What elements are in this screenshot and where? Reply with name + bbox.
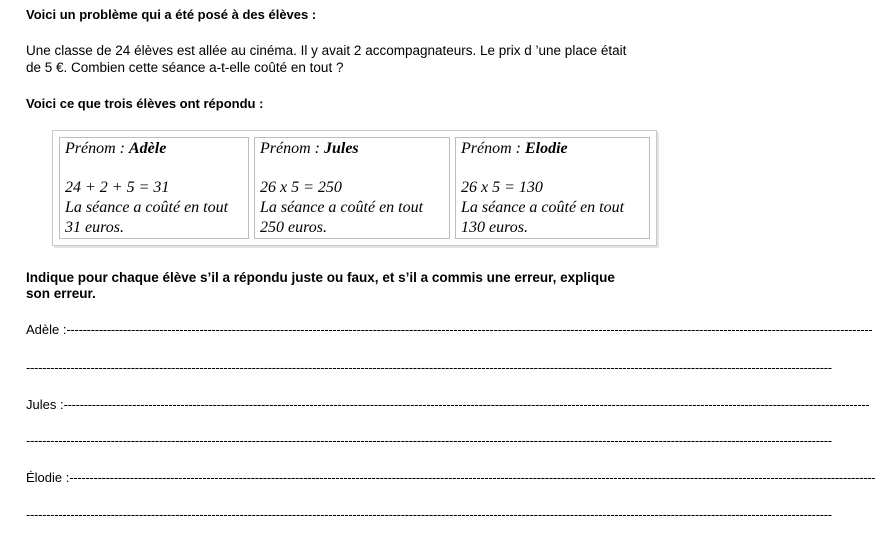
dashed-writing-line: --------------------------------------------------------------------------------------------------------------------------------------------------------------------------------------------------------	[26, 360, 832, 375]
response-line-adele-continued[interactable]	[26, 360, 832, 375]
student-answer-line-1: La séance a coûté en tout	[260, 199, 424, 216]
prenom-label: Prénom :	[65, 140, 129, 157]
student-answer-line-1: La séance a coûté en tout	[461, 199, 625, 216]
response-label: Jules :	[26, 397, 64, 412]
student-name: Adèle	[128, 140, 167, 157]
problem-heading: Voici un problème qui a été posé à des élèves :	[26, 7, 317, 22]
dashed-writing-line: --------------------------------------------------------------------------------------------------------------------------------------------------------------------------------------------------------	[63, 397, 870, 412]
student-name-line	[65, 139, 248, 159]
student-answer-line-2: 31 euros.	[65, 219, 124, 236]
instruction-line-1: Indique pour chaque élève s’il a répondu juste ou faux, et s’il a commis une erreur, explique	[26, 270, 615, 285]
response-line-jules-continued[interactable]	[26, 433, 832, 448]
student-answer-line-1: La séance a coûté en tout	[65, 199, 229, 216]
response-label: Élodie :	[26, 470, 70, 485]
student-calculation: 26 x 5 = 130	[461, 179, 543, 196]
problem-statement	[26, 42, 686, 76]
instruction	[26, 270, 686, 302]
dashed-writing-line: --------------------------------------------------------------------------------------------------------------------------------------------------------------------------------------------------------	[66, 322, 873, 337]
response-line-jules[interactable]	[26, 397, 870, 412]
student-name-line	[260, 139, 449, 159]
student-card-jules	[254, 137, 450, 239]
response-line-adele[interactable]	[26, 322, 873, 337]
student-card-adele	[59, 137, 249, 239]
instruction-line-2: son erreur.	[26, 286, 96, 301]
problem-line-1: Une classe de 24 élèves est allée au cinéma. Il y avait 2 accompagnateurs. Le prix d ’une place était	[26, 43, 627, 58]
dashed-writing-line: --------------------------------------------------------------------------------------------------------------------------------------------------------------------------------------------------------	[69, 470, 875, 485]
prenom-label: Prénom :	[461, 140, 525, 157]
student-name: Jules	[323, 140, 359, 157]
response-line-elodie-continued[interactable]	[26, 507, 832, 522]
student-name-line	[461, 139, 649, 159]
prenom-label: Prénom :	[260, 140, 324, 157]
response-line-elodie[interactable]	[26, 470, 875, 485]
student-calculation: 24 + 2 + 5 = 31	[65, 179, 170, 196]
student-name: Elodie	[524, 140, 568, 157]
student-answer-line-2: 130 euros.	[461, 219, 528, 236]
student-answers-table	[52, 130, 657, 246]
dashed-writing-line: --------------------------------------------------------------------------------------------------------------------------------------------------------------------------------------------------------	[26, 433, 832, 448]
student-answer-line-2: 250 euros.	[260, 219, 327, 236]
student-card-elodie	[455, 137, 650, 239]
problem-line-2: de 5 €. Combien cette séance a-t-elle coûté en tout ?	[26, 60, 344, 75]
response-label: Adèle :	[26, 322, 67, 337]
dashed-writing-line: --------------------------------------------------------------------------------------------------------------------------------------------------------------------------------------------------------	[26, 507, 832, 522]
answers-heading: Voici ce que trois élèves ont répondu :	[26, 96, 264, 111]
student-calculation: 26 x 5 = 250	[260, 179, 342, 196]
